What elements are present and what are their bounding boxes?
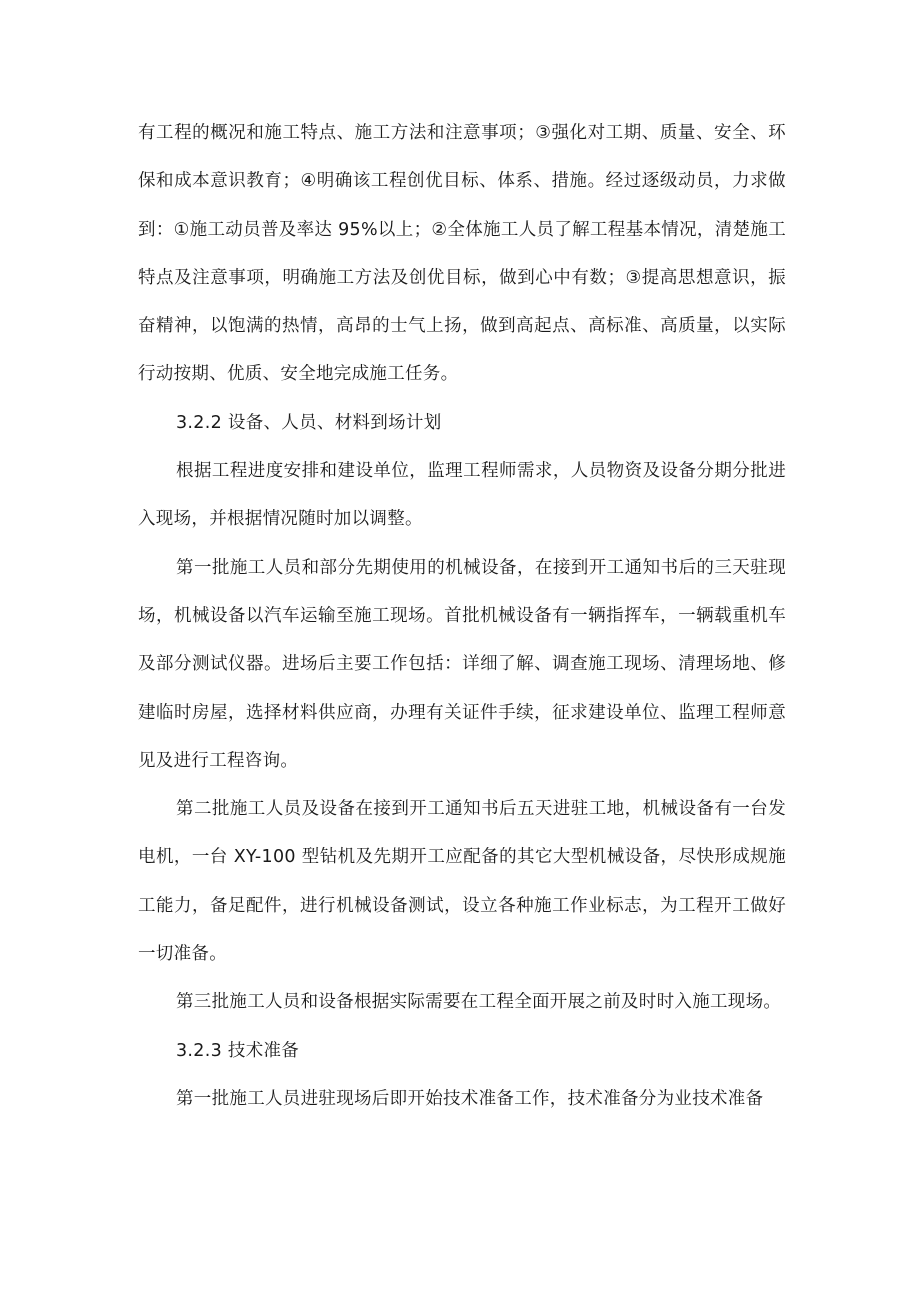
paragraph-technical-prep: 第一批施工人员进驻现场后即开始技术准备工作，技术准备分为业技术准备 [176,1088,764,1109]
section-heading-3-2-3: 3.2.3 技术准备 [176,1040,300,1061]
paragraph-schedule: 根据工程进度安排和建设单位，监理工程师需求，人员物资及设备分期分批进入现场，并根据情况随时加以调整。 [138,461,786,530]
section-heading-3-2-2: 3.2.2 设备、人员、材料到场计划 [176,412,442,433]
paragraph-third-batch: 第三批施工人员和设备根据实际需要在工程全面开展之前及时时入施工现场。 [176,992,782,1013]
body-text [138,109,786,1123]
paragraph-first-batch: 第一批施工人员和部分先期使用的机械设备，在接到开工通知书后的三天驻现场，机械设备以汽车运输至施工现场。首批机械设备有一辆指挥车，一辆载重机车及部分测试仪器。进场后主要工作包括：详细了解、调查施工现场、清理场地、修建临时房屋，选择材料供应商，办理有关证件手续，征求建设单位、监理工程师意见及进行工程咨询。 [138,557,786,771]
paragraph-mobilization: 有工程的概况和施工特点、施工方法和注意事项；③强化对工期、质量、安全、环保和成本意识教育；④明确该工程创优目标、体系、措施。经过逐级动员，力求做到：①施工动员普及率达 95%以上；②全体施工人员了解工程基本情况，清楚施工特点及注意事项，明确施工方法及创优目标，做到心中有数；③提高思想意识，振奋精神，以饱满的热情，高昂的士气上扬，做到高起点、高标准、高质量，以实际行动按期、优质、安全地完成施工任务。 [138,123,786,385]
paragraph-second-batch: 第二批施工人员及设备在接到开工通知书后五天进驻工地，机械设备有一台发电机，一台 XY-100 型钻机及先期开工应配备的其它大型机械设备，尽快形成规施工能力，备足配件，进行机械设备测试，设立各种施工作业标志，为工程开工做好一切准备。 [138,799,786,965]
